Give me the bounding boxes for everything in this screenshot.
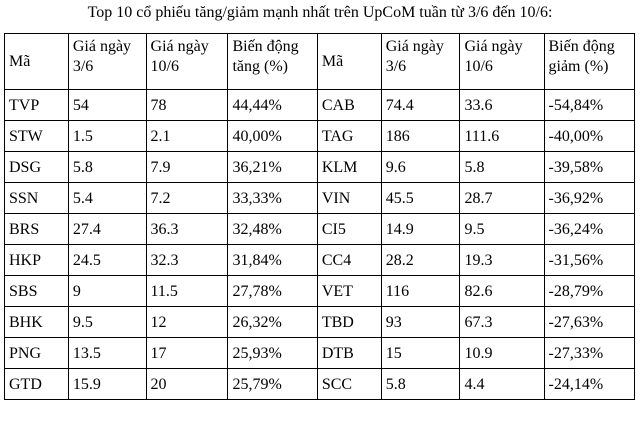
header-gain-price-start: Giá ngày 3/6 [68, 34, 146, 90]
gain-start-cell: 5.4 [68, 183, 146, 214]
gain-change-cell: 27,78% [228, 276, 317, 307]
gain-end-cell: 36.3 [146, 214, 228, 245]
gain-code-cell: TVP [5, 90, 69, 121]
loss-end-cell: 67.3 [460, 307, 544, 338]
loss-code-cell: TBD [317, 307, 381, 338]
gain-start-cell: 5.8 [68, 152, 146, 183]
table-body [5, 90, 635, 400]
gain-code-cell: PNG [5, 338, 69, 369]
loss-change-cell: -36,24% [544, 214, 635, 245]
loss-code-cell: KLM [317, 152, 381, 183]
gain-end-cell: 7.2 [146, 183, 228, 214]
table-row [5, 90, 635, 121]
gain-code-cell: GTD [5, 369, 69, 400]
loss-change-cell: -27,33% [544, 338, 635, 369]
loss-start-cell: 15 [381, 338, 460, 369]
loss-code-cell: VIN [317, 183, 381, 214]
gain-end-cell: 32.3 [146, 245, 228, 276]
table-row [5, 307, 635, 338]
gain-start-cell: 13.5 [68, 338, 146, 369]
gain-start-cell: 54 [68, 90, 146, 121]
table-row [5, 276, 635, 307]
loss-change-cell: -36,92% [544, 183, 635, 214]
loss-change-cell: -54,84% [544, 90, 635, 121]
loss-code-cell: CC4 [317, 245, 381, 276]
gain-change-cell: 40,00% [228, 121, 317, 152]
gain-end-cell: 7.9 [146, 152, 228, 183]
header-gain-change: Biến động tăng (%) [228, 34, 317, 90]
header-loss-price-start: Giá ngày 3/6 [381, 34, 460, 90]
gain-code-cell: BRS [5, 214, 69, 245]
loss-start-cell: 9.6 [381, 152, 460, 183]
gain-end-cell: 20 [146, 369, 228, 400]
gain-start-cell: 1.5 [68, 121, 146, 152]
loss-start-cell: 5.8 [381, 369, 460, 400]
table-row [5, 338, 635, 369]
loss-end-cell: 111.6 [460, 121, 544, 152]
loss-change-cell: -28,79% [544, 276, 635, 307]
loss-end-cell: 5.8 [460, 152, 544, 183]
gain-change-cell: 26,32% [228, 307, 317, 338]
gain-start-cell: 9.5 [68, 307, 146, 338]
loss-start-cell: 186 [381, 121, 460, 152]
gain-code-cell: DSG [5, 152, 69, 183]
loss-start-cell: 28.2 [381, 245, 460, 276]
gain-change-cell: 36,21% [228, 152, 317, 183]
gain-change-cell: 25,93% [228, 338, 317, 369]
gain-change-cell: 44,44% [228, 90, 317, 121]
loss-code-cell: CAB [317, 90, 381, 121]
gain-start-cell: 9 [68, 276, 146, 307]
loss-start-cell: 14.9 [381, 214, 460, 245]
loss-code-cell: TAG [317, 121, 381, 152]
loss-code-cell: DTB [317, 338, 381, 369]
header-loss-price-end: Giá ngày 10/6 [460, 34, 544, 90]
gain-change-cell: 33,33% [228, 183, 317, 214]
gain-end-cell: 17 [146, 338, 228, 369]
table-row [5, 214, 635, 245]
table-row [5, 245, 635, 276]
gain-end-cell: 2.1 [146, 121, 228, 152]
page-title: Top 10 cổ phiếu tăng/giảm mạnh nhất trên UpCoM tuần từ 3/6 đến 10/6: [87, 4, 553, 21]
gain-change-cell: 31,84% [228, 245, 317, 276]
gain-start-cell: 24.5 [68, 245, 146, 276]
table-row [5, 152, 635, 183]
header-gain-code: Mã [5, 34, 69, 90]
loss-start-cell: 45.5 [381, 183, 460, 214]
table-header [5, 34, 635, 90]
header-loss-change: Biến động giảm (%) [544, 34, 635, 90]
gain-start-cell: 27.4 [68, 214, 146, 245]
gain-code-cell: SBS [5, 276, 69, 307]
gain-code-cell: SSN [5, 183, 69, 214]
loss-change-cell: -31,56% [544, 245, 635, 276]
gain-end-cell: 12 [146, 307, 228, 338]
loss-end-cell: 4.4 [460, 369, 544, 400]
loss-end-cell: 82.6 [460, 276, 544, 307]
loss-code-cell: CI5 [317, 214, 381, 245]
loss-start-cell: 93 [381, 307, 460, 338]
gain-change-cell: 32,48% [228, 214, 317, 245]
loss-start-cell: 116 [381, 276, 460, 307]
loss-code-cell: SCC [317, 369, 381, 400]
gain-change-cell: 25,79% [228, 369, 317, 400]
loss-change-cell: -24,14% [544, 369, 635, 400]
loss-end-cell: 10.9 [460, 338, 544, 369]
loss-code-cell: VET [317, 276, 381, 307]
header-loss-code: Mã [317, 34, 381, 90]
gain-code-cell: HKP [5, 245, 69, 276]
gain-end-cell: 78 [146, 90, 228, 121]
table-row [5, 369, 635, 400]
loss-change-cell: -40,00% [544, 121, 635, 152]
loss-end-cell: 9.5 [460, 214, 544, 245]
loss-change-cell: -27,63% [544, 307, 635, 338]
loss-end-cell: 19.3 [460, 245, 544, 276]
gain-code-cell: BHK [5, 307, 69, 338]
loss-end-cell: 28.7 [460, 183, 544, 214]
table-row [5, 121, 635, 152]
gain-end-cell: 11.5 [146, 276, 228, 307]
gain-start-cell: 15.9 [68, 369, 146, 400]
loss-change-cell: -39,58% [544, 152, 635, 183]
header-gain-price-end: Giá ngày 10/6 [146, 34, 228, 90]
gain-code-cell: STW [5, 121, 69, 152]
table-row [5, 183, 635, 214]
stock-table [4, 33, 635, 400]
loss-end-cell: 33.6 [460, 90, 544, 121]
loss-start-cell: 74.4 [381, 90, 460, 121]
header-row [5, 34, 635, 90]
